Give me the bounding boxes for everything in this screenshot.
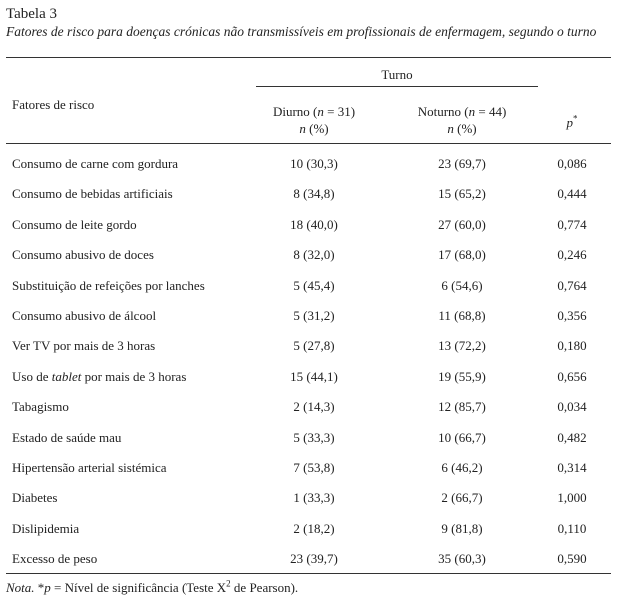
row-p-value: 0,774 [557, 216, 587, 232]
table-body [6, 149, 611, 574]
row-diurno: 2 (14,3) [293, 399, 335, 415]
row-factor: Excesso de peso [12, 551, 98, 567]
row-diurno: 8 (34,8) [293, 186, 335, 202]
table-row [6, 544, 611, 574]
table-row [6, 240, 611, 270]
header-diurno-label: Diurno [272, 104, 310, 119]
row-factor: Hipertensão arterial sistémica [12, 459, 167, 475]
row-noturno: 6 (54,6) [441, 277, 483, 293]
row-p-value: 0,764 [557, 277, 587, 293]
table-row [6, 301, 611, 331]
table-row [6, 392, 611, 422]
row-factor: Estado de saúde mau [12, 429, 122, 445]
row-factor: Consumo de leite gordo [12, 216, 137, 232]
row-p-value: 0,034 [557, 399, 587, 415]
row-p-value: 0,180 [557, 338, 587, 354]
table-note: Nota. *p = Nível de significância (Teste $X^2$ de Pearson). [6, 578, 299, 595]
row-noturno: 17 (68,0) [438, 247, 486, 263]
row-factor: Consumo de carne com gordura [12, 156, 179, 171]
row-p-value: 0,086 [557, 156, 587, 171]
row-p-value: 0,314 [557, 459, 587, 475]
top-rule [6, 57, 611, 58]
header-noturno: Noturno (n = 44) n (%) [417, 104, 507, 136]
row-diurno: 10 (30,3) [290, 156, 338, 171]
row-noturno: 19 (55,9) [438, 368, 486, 384]
row-p-value: 0,444 [557, 186, 587, 202]
table-row [6, 210, 611, 240]
row-factor: Diabetes [12, 490, 58, 506]
row-factor: Tabagismo [12, 399, 69, 415]
row-noturno: 23 (69,7) [438, 156, 486, 171]
header-noturno-label: Noturno [417, 104, 462, 119]
row-noturno: 35 (60,3) [438, 551, 486, 567]
row-diurno: 2 (18,2) [293, 520, 335, 536]
row-noturno: 2 (66,7) [441, 490, 483, 506]
table-row [6, 179, 611, 209]
header-diurno-n: 31 [337, 104, 351, 119]
row-factor: Dislipidemia [12, 520, 80, 536]
row-diurno: 7 (53,8) [293, 459, 335, 475]
row-diurno: 1 (33,3) [293, 490, 335, 506]
row-diurno: 5 (31,2) [293, 307, 335, 323]
header-factor: Fatores de risco [12, 97, 95, 112]
row-noturno: 9 (81,8) [441, 520, 483, 536]
row-p-value: 0,656 [557, 368, 587, 384]
row-noturno: 15 (65,2) [438, 186, 486, 202]
row-noturno: 11 (68,8) [438, 307, 486, 323]
row-diurno: 5 (33,3) [293, 429, 335, 445]
table-row [6, 483, 611, 513]
row-p-value: 1,000 [557, 490, 587, 506]
row-p-value: 0,246 [557, 247, 587, 263]
turno-rule [256, 86, 538, 87]
table-row [6, 149, 611, 179]
row-noturno: 10 (66,7) [438, 429, 486, 445]
table-label: Tabela 3 [6, 6, 58, 22]
header-rule [6, 143, 611, 144]
table-row [6, 271, 611, 301]
row-diurno: 18 (40,0) [290, 216, 338, 232]
row-factor: Ver TV por mais de 3 horas [12, 338, 156, 354]
header-diurno: Diurno (n = 31) n (%) [272, 104, 356, 136]
row-noturno: 12 (85,7) [438, 399, 486, 415]
header-noturno-n: 44 [488, 104, 502, 119]
row-diurno: 8 (32,0) [293, 247, 335, 263]
table-row [6, 331, 611, 361]
row-diurno: 5 (45,4) [293, 277, 335, 293]
table-row [6, 514, 611, 544]
row-p-value: 0,482 [557, 429, 587, 445]
row-factor: Consumo abusivo de doces [12, 247, 154, 263]
table-title: Fatores de risco para doenças crónicas não transmissíveis em profissionais de enfermagem, segundo o turno [6, 24, 597, 39]
table-row [6, 453, 611, 483]
header-turno: Turno [381, 67, 413, 82]
row-factor: Consumo abusivo de álcool [12, 307, 157, 323]
row-diurno: 5 (27,8) [293, 338, 335, 354]
row-noturno: 6 (46,2) [441, 459, 483, 475]
header-p: p* [566, 113, 578, 130]
row-p-value: 0,356 [557, 307, 587, 323]
header-n: n [317, 104, 324, 119]
row-factor: Consumo de bebidas artificiais [12, 186, 173, 202]
table-row [6, 362, 611, 392]
row-factor: Substituição de refeições por lanches [12, 277, 205, 293]
row-p-value: 0,110 [557, 520, 587, 536]
row-p-value: 0,590 [557, 551, 587, 567]
row-noturno: 27 (60,0) [438, 216, 486, 232]
table-row [6, 423, 611, 453]
table-caption [6, 5, 611, 41]
row-diurno: 23 (39,7) [290, 551, 338, 567]
row-noturno: 13 (72,2) [438, 338, 486, 354]
row-factor: Uso de tablet por mais de 3 horas [12, 368, 187, 384]
row-diurno: 15 (44,1) [290, 368, 338, 384]
